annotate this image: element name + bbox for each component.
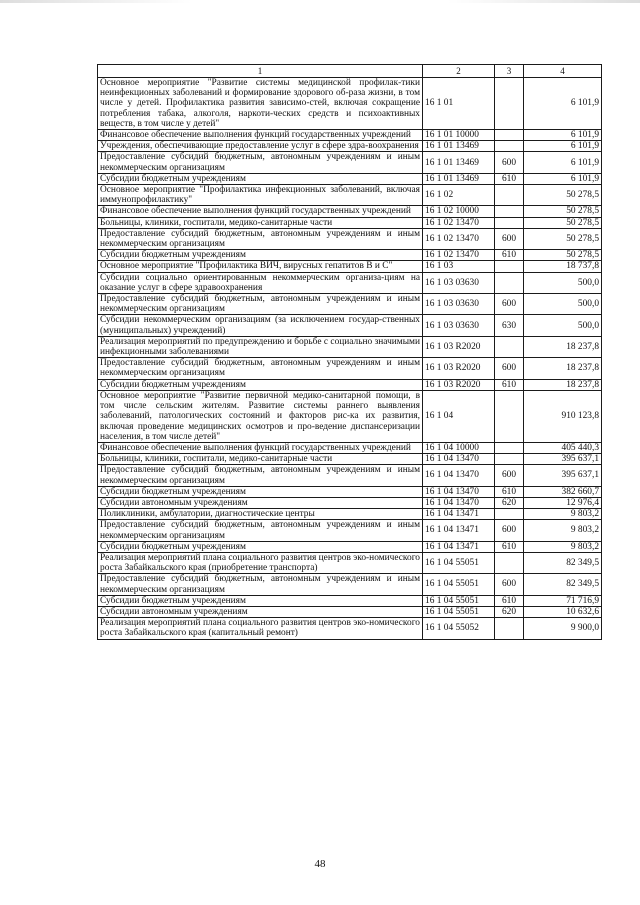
table-header-row <box>98 65 602 78</box>
row-sum-cell: 382 660,7 <box>524 486 602 497</box>
row-vr-cell: 600 <box>495 574 524 595</box>
row-sum-cell: 18 237,8 <box>524 336 602 357</box>
row-sum-cell: 395 637,1 <box>524 454 602 465</box>
table-row <box>98 294 602 315</box>
table-row <box>98 217 602 228</box>
row-code-cell: 16 1 04 13470 <box>423 465 495 486</box>
row-sum-cell: 9 803,2 <box>524 509 602 520</box>
table-row <box>98 606 602 617</box>
table-row <box>98 78 602 130</box>
row-code-cell: 16 1 04 13471 <box>423 509 495 520</box>
row-name-cell: Субсидии социально ориентированным некоммерческим организа-циям на оказание услуг в сфере здравоохранения <box>98 272 423 293</box>
row-vr-cell <box>495 336 524 357</box>
row-name-cell: Предоставление субсидий бюджетным, автономным учреждениям и иным некоммерческим организациям <box>98 152 423 173</box>
table-row <box>98 379 602 390</box>
row-name-cell: Субсидии автономным учреждениям <box>98 497 423 508</box>
row-code-cell: 16 1 04 13471 <box>423 541 495 552</box>
table-row <box>98 574 602 595</box>
row-code-cell: 16 1 04 55051 <box>423 606 495 617</box>
table-row <box>98 206 602 217</box>
row-name-cell: Субсидии бюджетным учреждениям <box>98 379 423 390</box>
row-sum-cell: 9 803,2 <box>524 541 602 552</box>
table-row <box>98 497 602 508</box>
row-sum-cell: 50 278,5 <box>524 185 602 206</box>
table-row <box>98 454 602 465</box>
budget-table <box>97 64 602 640</box>
row-name-cell: Реализация мероприятий плана социального развития центров эко-номического роста Забайкальского края (приобретение транспорта) <box>98 552 423 573</box>
row-vr-cell <box>495 509 524 520</box>
row-code-cell: 16 1 03 03630 <box>423 272 495 293</box>
row-code-cell: 16 1 02 13470 <box>423 228 495 249</box>
table-row <box>98 552 602 573</box>
row-vr-cell: 610 <box>495 250 524 261</box>
table-row <box>98 141 602 152</box>
row-code-cell: 16 1 04 13470 <box>423 497 495 508</box>
table-row <box>98 152 602 173</box>
row-code-cell: 16 1 02 10000 <box>423 206 495 217</box>
row-sum-cell: 82 349,5 <box>524 574 602 595</box>
row-vr-cell: 600 <box>495 152 524 173</box>
row-sum-cell: 405 440,3 <box>524 442 602 453</box>
table-row <box>98 520 602 541</box>
row-name-cell: Предоставление субсидий бюджетным, автономным учреждениям и иным некоммерческим организациям <box>98 520 423 541</box>
row-vr-cell <box>495 130 524 141</box>
row-vr-cell: 620 <box>495 606 524 617</box>
row-code-cell: 16 1 02 <box>423 185 495 206</box>
row-name-cell: Субсидии бюджетным учреждениям <box>98 250 423 261</box>
header-col-4: 4 <box>524 65 602 78</box>
table-row <box>98 509 602 520</box>
row-code-cell: 16 1 01 13469 <box>423 152 495 173</box>
row-name-cell: Субсидии автономным учреждениям <box>98 606 423 617</box>
row-vr-cell: 630 <box>495 315 524 336</box>
row-vr-cell <box>495 261 524 272</box>
table-row <box>98 336 602 357</box>
table-row <box>98 185 602 206</box>
table-row <box>98 541 602 552</box>
row-sum-cell: 82 349,5 <box>524 552 602 573</box>
row-code-cell: 16 1 04 13471 <box>423 520 495 541</box>
row-name-cell: Субсидии некоммерческим организациям (за исключением государ-ственных (муниципальных) учреждений) <box>98 315 423 336</box>
header-col-1: 1 <box>98 65 423 78</box>
row-vr-cell: 620 <box>495 497 524 508</box>
row-code-cell: 16 1 01 10000 <box>423 130 495 141</box>
row-name-cell: Предоставление субсидий бюджетным, автономным учреждениям и иным некоммерческим организациям <box>98 358 423 379</box>
table-row <box>98 228 602 249</box>
row-sum-cell: 500,0 <box>524 272 602 293</box>
row-name-cell: Реализация мероприятий по предупреждению и борьбе с социально значимыми инфекционными заболеваниями <box>98 336 423 357</box>
row-sum-cell: 50 278,5 <box>524 228 602 249</box>
row-vr-cell <box>495 618 524 639</box>
row-code-cell: 16 1 03 R2020 <box>423 379 495 390</box>
row-sum-cell: 50 278,5 <box>524 250 602 261</box>
row-name-cell: Финансовое обеспечение выполнения функций государственных учреждений <box>98 130 423 141</box>
table-row <box>98 173 602 184</box>
row-name-cell: Больницы, клиники, госпитали, медико-санитарные части <box>98 454 423 465</box>
table-row <box>98 358 602 379</box>
row-vr-cell <box>495 390 524 442</box>
row-name-cell: Учреждения, обеспечивающие предоставление услуг в сфере здра-воохранения <box>98 141 423 152</box>
table-row <box>98 315 602 336</box>
row-code-cell: 16 1 04 55051 <box>423 574 495 595</box>
table-row <box>98 390 602 442</box>
row-code-cell: 16 1 01 13469 <box>423 173 495 184</box>
row-name-cell: Предоставление субсидий бюджетным, автономным учреждениям и иным некоммерческим организациям <box>98 574 423 595</box>
row-name-cell: Основное мероприятие "Профилактика ВИЧ, вирусных гепатитов В и С" <box>98 261 423 272</box>
row-sum-cell: 910 123,8 <box>524 390 602 442</box>
row-sum-cell: 18 737,8 <box>524 261 602 272</box>
row-code-cell: 16 1 02 13470 <box>423 250 495 261</box>
row-code-cell: 16 1 04 55051 <box>423 552 495 573</box>
row-vr-cell <box>495 206 524 217</box>
row-vr-cell: 610 <box>495 379 524 390</box>
row-sum-cell: 18 237,8 <box>524 379 602 390</box>
row-vr-cell: 600 <box>495 520 524 541</box>
row-sum-cell: 6 101,9 <box>524 78 602 130</box>
row-name-cell: Реализация мероприятий плана социального развития центров эко-номического роста Забайкальского края (капитальный ремонт) <box>98 618 423 639</box>
row-code-cell: 16 1 03 03630 <box>423 315 495 336</box>
row-name-cell: Больницы, клиники, госпитали, медико-санитарные части <box>98 217 423 228</box>
table-row <box>98 250 602 261</box>
row-sum-cell: 50 278,5 <box>524 217 602 228</box>
row-sum-cell: 395 637,1 <box>524 465 602 486</box>
row-name-cell: Финансовое обеспечение выполнения функций государственных учреждений <box>98 442 423 453</box>
table-row <box>98 595 602 606</box>
table-row <box>98 486 602 497</box>
row-vr-cell <box>495 78 524 130</box>
row-vr-cell: 600 <box>495 465 524 486</box>
row-name-cell: Субсидии бюджетным учреждениям <box>98 173 423 184</box>
budget-table-body <box>98 65 602 640</box>
row-code-cell: 16 1 02 13470 <box>423 217 495 228</box>
row-code-cell: 16 1 04 55051 <box>423 595 495 606</box>
row-sum-cell: 50 278,5 <box>524 206 602 217</box>
row-vr-cell: 610 <box>495 486 524 497</box>
scan-edge <box>0 0 640 3</box>
row-sum-cell: 71 716,9 <box>524 595 602 606</box>
row-name-cell: Поликлиники, амбулатории, диагностические центры <box>98 509 423 520</box>
row-name-cell: Субсидии бюджетным учреждениям <box>98 486 423 497</box>
row-sum-cell: 10 632,6 <box>524 606 602 617</box>
row-sum-cell: 6 101,9 <box>524 152 602 173</box>
row-name-cell: Основное мероприятие "Развитие системы медицинской профилак-тики неинфекционных заболеваний и формирование здорового об-раза жизни, в том числе у детей. Профилактика развития зависимо-стей, включая сокращение потребления табака, алкоголя, наркоти-ческих средств и психоактивных веществ, в том числе у детей" <box>98 78 423 130</box>
row-code-cell: 16 1 04 13470 <box>423 454 495 465</box>
row-name-cell: Предоставление субсидий бюджетным, автономным учреждениям и иным некоммерческим организациям <box>98 465 423 486</box>
row-code-cell: 16 1 03 03630 <box>423 294 495 315</box>
row-code-cell: 16 1 04 10000 <box>423 442 495 453</box>
row-name-cell: Основное мероприятие "Профилактика инфекционных заболеваний, включая иммунопрофилактику" <box>98 185 423 206</box>
row-sum-cell: 12 976,4 <box>524 497 602 508</box>
row-vr-cell: 600 <box>495 358 524 379</box>
table-row <box>98 465 602 486</box>
row-name-cell: Основное мероприятие "Развитие первичной медико-санитарной помощи, в том числе сельским жителям. Развитие системы раннего выявления заболеваний, патологических состояний и факторов рис-ка их развития, включая проведение медицинских осмотров и про-ведение диспансеризации населения, в том числе детей" <box>98 390 423 442</box>
row-vr-cell: 610 <box>495 173 524 184</box>
row-sum-cell: 9 900,0 <box>524 618 602 639</box>
row-code-cell: 16 1 04 13470 <box>423 486 495 497</box>
row-sum-cell: 500,0 <box>524 294 602 315</box>
row-sum-cell: 6 101,9 <box>524 141 602 152</box>
row-vr-cell: 610 <box>495 595 524 606</box>
row-vr-cell <box>495 141 524 152</box>
row-sum-cell: 6 101,9 <box>524 173 602 184</box>
row-vr-cell: 610 <box>495 541 524 552</box>
row-vr-cell <box>495 442 524 453</box>
row-name-cell: Субсидии бюджетным учреждениям <box>98 595 423 606</box>
page-number: 48 <box>314 858 326 870</box>
row-sum-cell: 9 803,2 <box>524 520 602 541</box>
row-vr-cell <box>495 272 524 293</box>
row-vr-cell <box>495 454 524 465</box>
row-name-cell: Субсидии бюджетным учреждениям <box>98 541 423 552</box>
row-code-cell: 16 1 03 R2020 <box>423 358 495 379</box>
row-vr-cell <box>495 185 524 206</box>
row-sum-cell: 18 237,8 <box>524 358 602 379</box>
header-col-2: 2 <box>423 65 495 78</box>
table-row <box>98 130 602 141</box>
row-name-cell: Предоставление субсидий бюджетным, автономным учреждениям и иным некоммерческим организациям <box>98 294 423 315</box>
table-row <box>98 618 602 639</box>
header-col-3: 3 <box>495 65 524 78</box>
row-vr-cell <box>495 552 524 573</box>
row-code-cell: 16 1 03 <box>423 261 495 272</box>
row-code-cell: 16 1 03 R2020 <box>423 336 495 357</box>
row-name-cell: Финансовое обеспечение выполнения функций государственных учреждений <box>98 206 423 217</box>
table-row <box>98 272 602 293</box>
row-code-cell: 16 1 01 <box>423 78 495 130</box>
row-code-cell: 16 1 01 13469 <box>423 141 495 152</box>
row-vr-cell: 600 <box>495 228 524 249</box>
row-sum-cell: 500,0 <box>524 315 602 336</box>
row-vr-cell: 600 <box>495 294 524 315</box>
row-sum-cell: 6 101,9 <box>524 130 602 141</box>
row-code-cell: 16 1 04 55052 <box>423 618 495 639</box>
row-vr-cell <box>495 217 524 228</box>
table-row <box>98 442 602 453</box>
row-name-cell: Предоставление субсидий бюджетным, автономным учреждениям и иным некоммерческим организациям <box>98 228 423 249</box>
table-row <box>98 261 602 272</box>
row-code-cell: 16 1 04 <box>423 390 495 442</box>
